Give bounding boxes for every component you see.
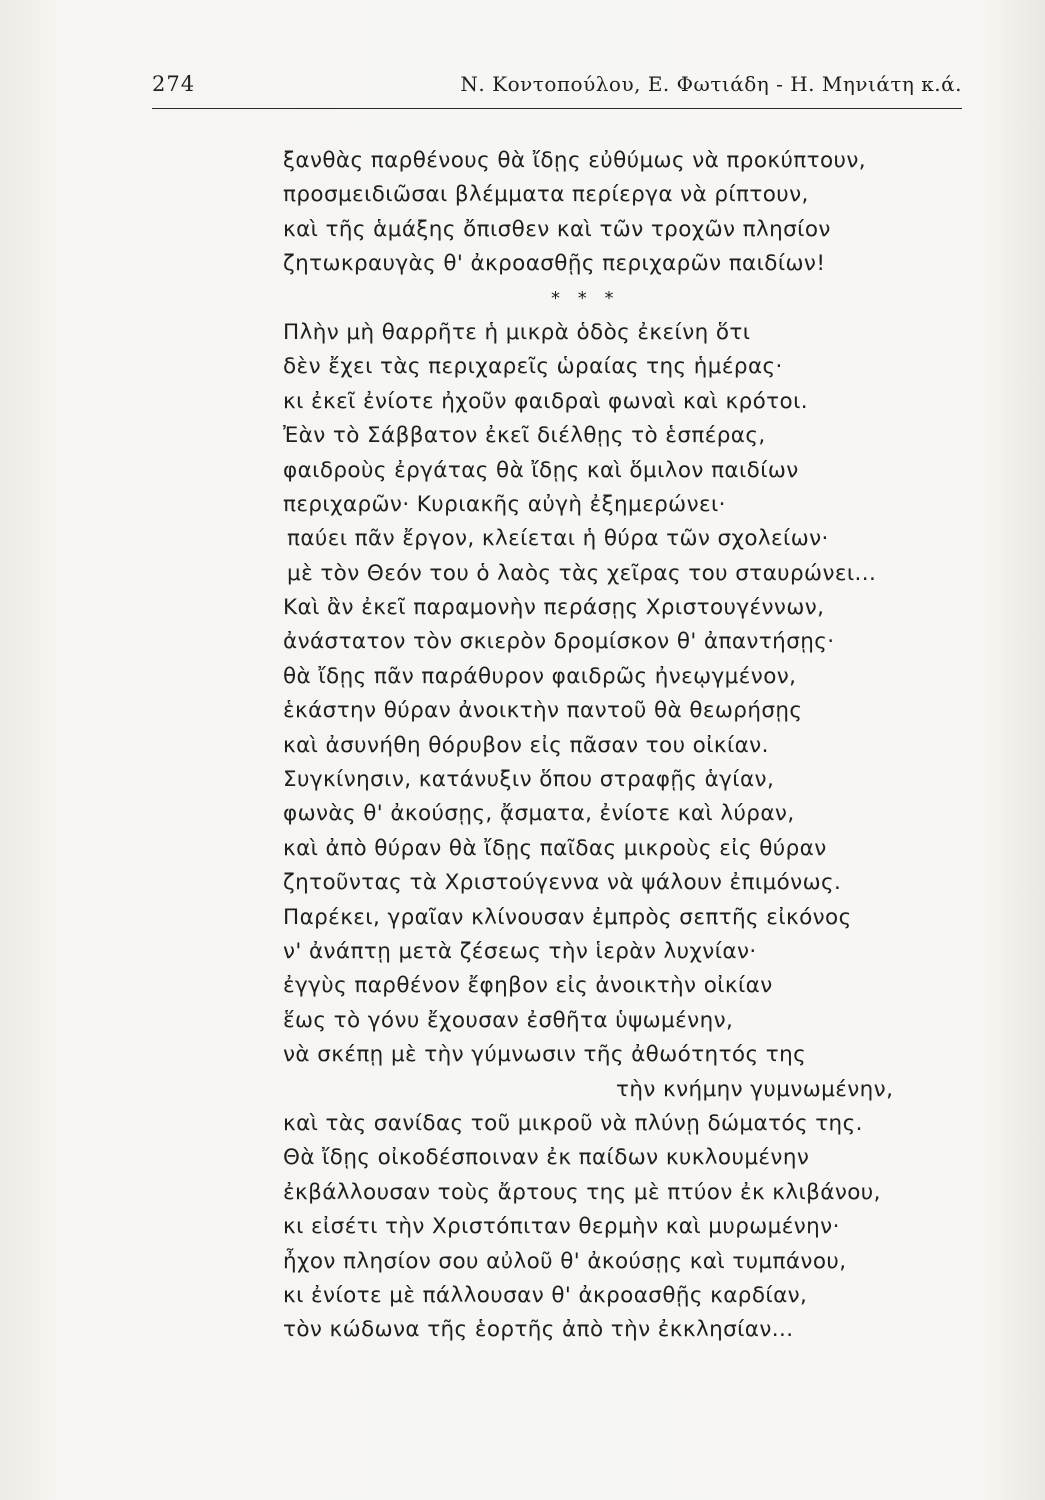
poem-line: παύει πᾶν ἔργον, κλείεται ἡ θύρα τῶν σχολείων· (287, 526, 829, 552)
poem-line: ν' ἀνάπτῃ μετὰ ζέσεως τὴν ἱερὰν λυχνίαν· (283, 938, 757, 964)
stanza-separator: * * * (551, 287, 620, 309)
poem-line: ζητωκραυγὰς θ' ἀκροασθῇς περιχαρῶν παιδίων! (283, 251, 826, 277)
poem-line: κι ἐνίοτε μὲ πάλλουσαν θ' ἀκροασθῇς καρδίαν, (283, 1282, 808, 1308)
poem-line: Καὶ ἂν ἐκεῖ παραμονὴν περάσῃς Χριστουγέννων, (283, 595, 825, 621)
poem-line: ζητοῦντας τὰ Χριστούγεννα νὰ ψάλουν ἐπιμόνως. (283, 870, 842, 896)
poem-line: καὶ τῆς ἁμάξης ὄπισθεν καὶ τῶν τροχῶν πλησίον (283, 216, 831, 242)
poem-line: Θὰ ἴδῃς οἰκοδέσποιναν ἐκ παίδων κυκλουμένην (283, 1145, 810, 1171)
poem-line: θὰ ἴδῃς πᾶν παράθυρον φαιδρῶς ἠνεῳγμένον, (283, 663, 797, 689)
poem-line: νὰ σκέπῃ μὲ τὴν γύμνωσιν τῆς ἀθωότητός της (283, 1042, 807, 1068)
poem-line: ἐκβάλλουσαν τοὺς ἄρτους της μὲ πτύον ἐκ κλιβάνου, (283, 1179, 881, 1205)
page-number: 274 (152, 72, 196, 96)
poem-line: φαιδροὺς ἐργάτας θὰ ἴδῃς καὶ ὅμιλον παιδίων (283, 457, 799, 483)
poem-line: Πλὴν μὴ θαρρῆτε ἡ μικρὰ ὁδὸς ἐκείνη ὅτι (283, 319, 751, 345)
poem-line: Συγκίνησιν, κατάνυξιν ὅπου στραφῇς ἁγίαν, (283, 767, 775, 793)
poem-line: ἑκάστην θύραν ἀνοικτὴν παντοῦ θὰ θεωρήσῃς (283, 698, 803, 724)
poem-line: ἀνάστατον τὸν σκιερὸν δρομίσκον θ' ἀπαντήσῃς· (283, 629, 835, 655)
poem-line: μὲ τὸν Θεόν του ὁ λαὸς τὰς χεῖρας του σταυρώνει... (287, 560, 877, 586)
poem-line: τὸν κώδωνα τῆς ἑορτῆς ἀπὸ τὴν ἐκκλησίαν... (283, 1317, 794, 1343)
running-head: Ν. Κοντοπούλου, Ε. Φωτιάδη - Η. Μηνιάτη κ.ά. (460, 72, 962, 96)
poem-line-indented: τὴν κνήμην γυμνωμένην, (616, 1076, 894, 1102)
poem-line: Παρέκει, γραῖαν κλίνουσαν ἐμπρὸς σεπτῆς εἰκόνος (283, 904, 852, 930)
poem-line: προσμειδιῶσαι βλέμματα περίεργα νὰ ρίπτουν, (283, 182, 809, 208)
poem-line: ἕως τὸ γόνυ ἔχουσαν ἐσθῆτα ὑψωμένην, (283, 1007, 734, 1033)
page-header (152, 72, 962, 108)
poem-line: περιχαρῶν· Κυριακῆς αὐγὴ ἐξημερώνει· (283, 491, 726, 517)
header-rule (152, 108, 962, 109)
poem-line: καὶ τὰς σανίδας τοῦ μικροῦ νὰ πλύνῃ δώματός της. (283, 1110, 863, 1136)
poem-line: καὶ ἀπὸ θύραν θὰ ἴδῃς παῖδας μικροὺς εἰς θύραν (283, 835, 827, 861)
poem-line: δὲν ἔχει τὰς περιχαρεῖς ὡραίας της ἡμέρας· (283, 354, 783, 380)
poem-line: ἐγγὺς παρθένον ἔφηβον εἰς ἀνοικτὴν οἰκίαν (283, 973, 773, 999)
poem-line: Ἐὰν τὸ Σάββατον ἐκεῖ διέλθῃς τὸ ἑσπέρας, (283, 423, 766, 449)
poem-line: κι ἐκεῖ ἐνίοτε ἠχοῦν φαιδραὶ φωναὶ καὶ κρότοι. (283, 388, 808, 414)
poem-line: ξανθὰς παρθένους θὰ ἴδῃς εὐθύμως νὰ προκύπτουν, (283, 148, 867, 173)
poem-line: φωνὰς θ' ἀκούσῃς, ᾄσματα, ἐνίοτε καὶ λύραν, (283, 801, 795, 827)
poem (283, 144, 983, 1348)
poem-line: ἦχον πλησίον σου αὐλοῦ θ' ἀκούσῃς καὶ τυμπάνου, (283, 1248, 847, 1274)
poem-line: καὶ ἀσυνήθη θόρυβον εἰς πᾶσαν του οἰκίαν. (283, 732, 769, 758)
poem-line: κι εἰσέτι τὴν Χριστόπιταν θερμὴν καὶ μυρωμένην· (283, 1214, 840, 1240)
